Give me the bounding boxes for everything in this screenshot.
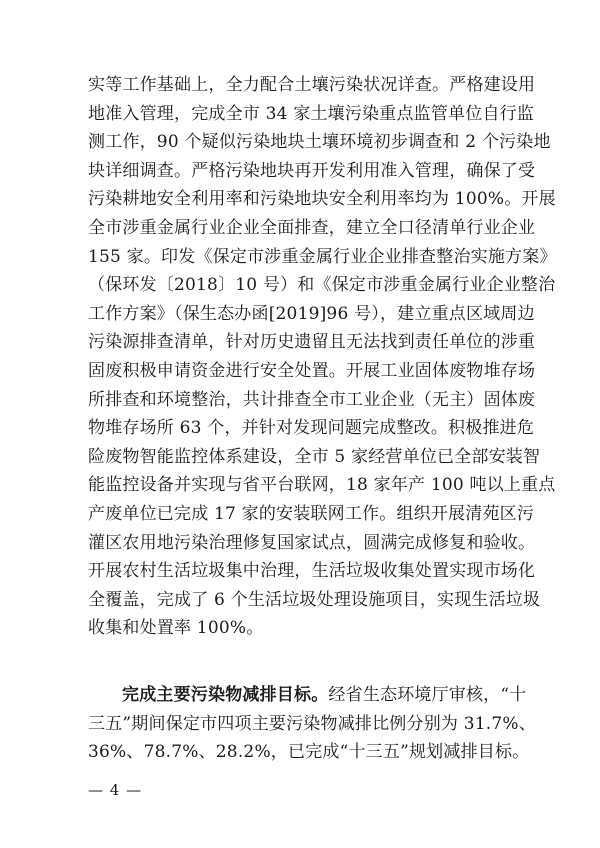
text-line: 工作方案》（保生态办函[2019]96 号），建立重点区域周边	[88, 303, 535, 324]
text-run: 经省生态环境厅审核，“十	[328, 685, 527, 705]
text-line: 灌区农用地污染治理修复国家试点，圆满完成修复和验收。	[88, 532, 536, 553]
text-line: （保环发〔2018〕10 号）和《保定市涉重金属行业企业整治	[88, 275, 556, 296]
text-line: 污染源排查清单，针对历史遗留且无法找到责任单位的涉重	[88, 332, 536, 353]
text-line: 开展农村生活垃圾集中治理，生活垃圾收集处置实现市场化	[88, 561, 536, 582]
text-line: 险废物智能监控体系建设，全市 5 家经营单位已全部安装智	[88, 446, 541, 467]
text-line: 测工作，90 个疑似污染地块土壤环境初步调查和 2 个污染地	[88, 132, 551, 153]
body-paragraph-2	[88, 681, 536, 767]
text-line: 块详细调查。严格污染地块再开发利用准入管理，确保了受	[88, 160, 536, 181]
text-line: 实等工作基础上，全力配合土壤污染状况详查。严格建设用	[88, 75, 536, 95]
text-line: 三五”期间保定市四项主要污染物减排比例分别为 31.7%、	[88, 713, 536, 734]
text-line	[88, 681, 527, 710]
text-line: 物堆存场所 63 个，并针对发现问题完成整改。积极推进危	[88, 418, 535, 439]
text-line: 产废单位已完成 17 家的安装联网工作。组织开展清苑区污	[88, 503, 535, 524]
text-line: 所排查和环境整治，共计排查全市工业企业（无主）固体废	[88, 389, 536, 410]
text-line: 污染耕地安全利用率和污染地块安全利用率均为 100%。开展	[88, 189, 556, 210]
text-line: 36%、78.7%、28.2%，已完成“十三五”规划减排目标。	[88, 742, 530, 763]
text-line: 155 家。印发《保定市涉重金属行业企业排查整治实施方案》	[88, 246, 557, 267]
paragraph-heading: 完成主要污染物减排目标。	[122, 685, 329, 705]
text-line: 全市涉重金属行业企业全面排查，建立全口径清单行业企业	[88, 217, 536, 238]
text-line: 能监控设备并实现与省平台联网，18 家年产 100 吨以上重点	[88, 475, 556, 496]
body-paragraph-1	[88, 71, 557, 643]
text-line: 收集和处置率 100%。	[88, 618, 264, 639]
text-line: 固废积极申请资金进行安全处置。开展工业固体废物堆存场	[88, 360, 536, 381]
text-line: 地准入管理，完成全市 34 家土壤污染重点监管单位自行监	[88, 103, 535, 124]
text-line: 全覆盖，完成了 6 个生活垃圾处理设施项目，实现生活垃圾	[88, 589, 541, 610]
page-number: — 4 —	[88, 781, 143, 799]
